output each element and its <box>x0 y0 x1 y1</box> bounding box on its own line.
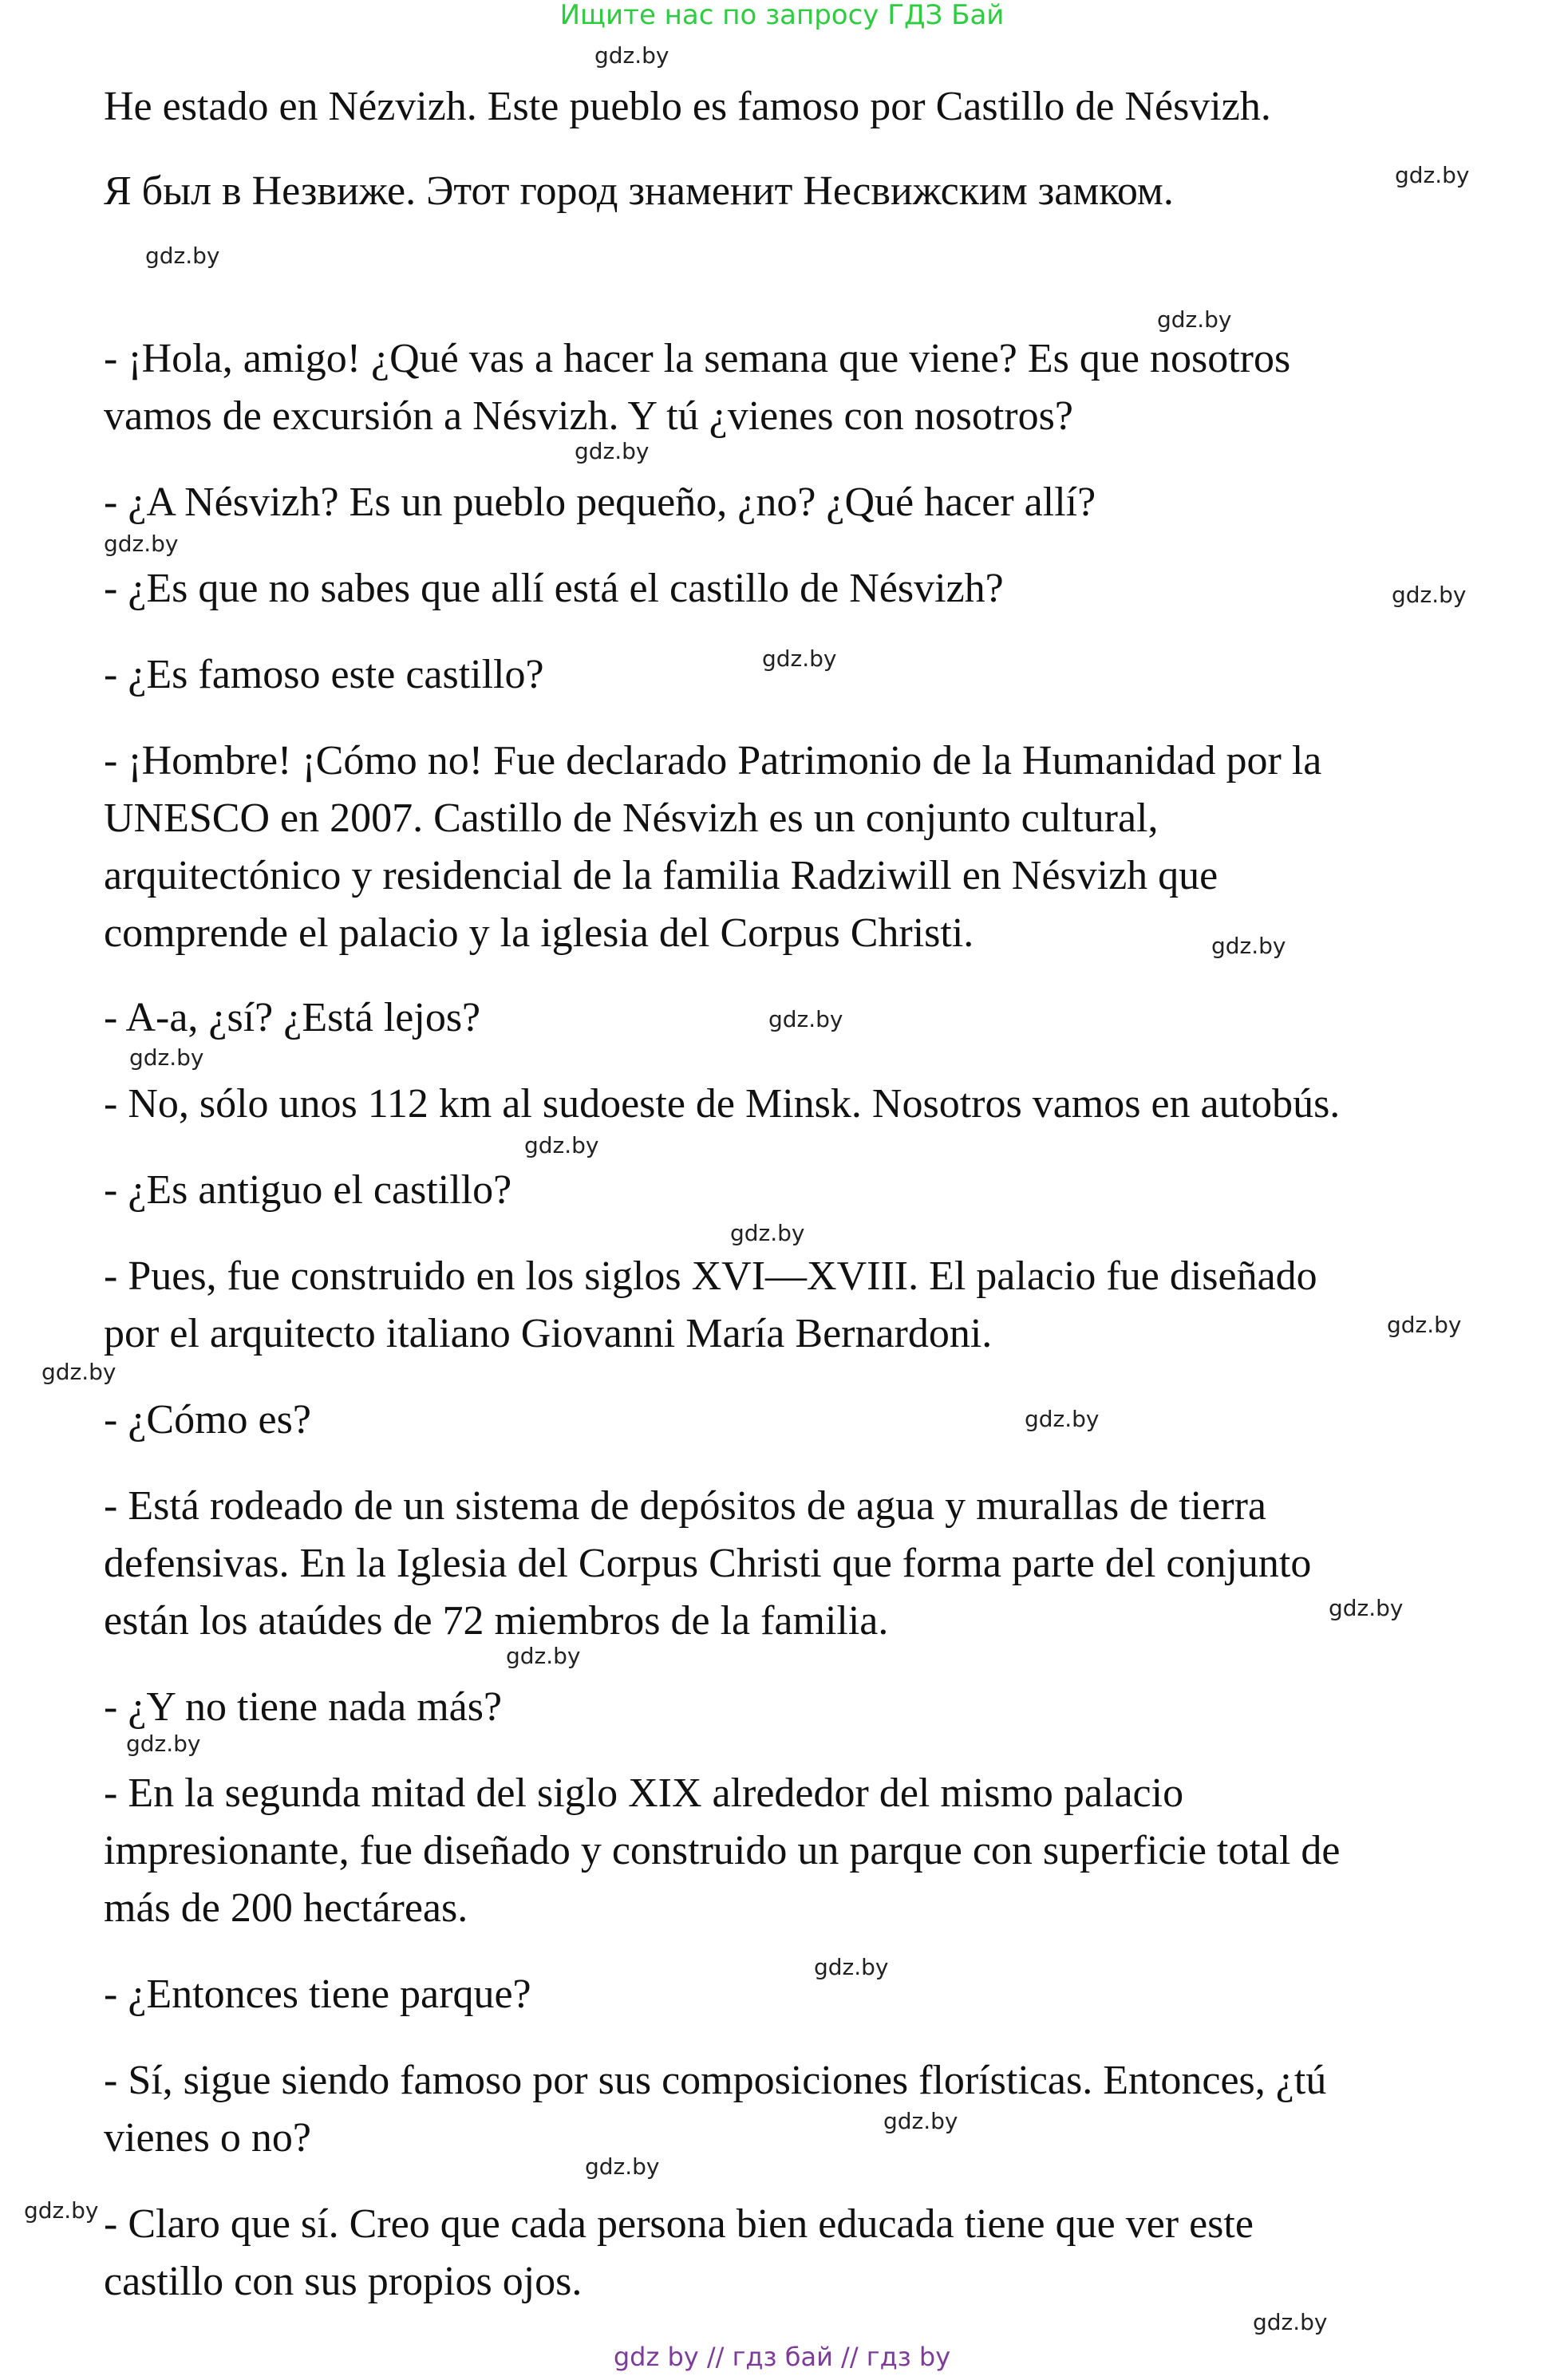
watermark: gdz.by <box>575 438 650 464</box>
text-line: - ¡Hola, amigo! ¿Qué vas a hacer la semana que viene? Es que nosotros <box>104 336 1291 381</box>
watermark: gdz.by <box>126 1731 201 1757</box>
dialogue-line-15 <box>104 2052 1508 2167</box>
intro-spanish <box>104 78 1508 136</box>
text-line: - ¿Cómo es? <box>104 1397 311 1443</box>
text-line: castillo con sus propios ojos. <box>104 2259 583 2304</box>
dialogue-line-7 <box>104 1076 1508 1133</box>
text-line: - ¿Es que no sabes que allí está el castillo de Nésvizh? <box>104 566 1004 611</box>
dialogue-line-8 <box>104 1162 1508 1219</box>
watermark: gdz.by <box>762 645 837 672</box>
watermark: gdz.by <box>506 1643 581 1669</box>
text-line: - ¿Es famoso este castillo? <box>104 652 544 697</box>
dialogue-line-16 <box>104 2196 1508 2311</box>
text-line: comprende el palacio y la iglesia del Corpus Christi. <box>104 910 974 956</box>
text-line: - ¡Hombre! ¡Cómo no! Fue declarado Patrimonio de la Humanidad por la <box>104 738 1322 783</box>
dialogue-line-10 <box>104 1391 1508 1449</box>
watermark: gdz.by <box>585 2153 660 2180</box>
watermark: gdz.by <box>883 2108 958 2134</box>
dialogue-line-2 <box>104 474 1508 531</box>
watermark: gdz.by <box>1387 1312 1462 1338</box>
watermark: gdz.by <box>1211 933 1286 959</box>
dialogue-line-3 <box>104 560 1508 618</box>
text-line: - Sí, sigue siendo famoso por sus composiciones florísticas. Entonces, ¿tú <box>104 2058 1327 2103</box>
watermark: gdz.by <box>768 1006 843 1032</box>
watermark: gdz.by <box>145 243 220 269</box>
dialogue-line-12 <box>104 1679 1508 1736</box>
text-line: - A-a, ¿sí? ¿Está lejos? <box>104 995 481 1040</box>
watermark: gdz.by <box>129 1044 204 1071</box>
watermark: gdz.by <box>1253 2309 1328 2335</box>
footer-banner: gdz by // гдз бай // гдз by <box>613 2342 951 2372</box>
text-line: - ¿Y no tiene nada más? <box>104 1684 503 1730</box>
text-line: vienes o no? <box>104 2115 311 2161</box>
text-line: defensivas. En la Iglesia del Corpus Christi que forma parte del conjunto <box>104 1541 1312 1586</box>
text-line: arquitectónico y residencial de la familia Radziwill en Nésvizh que <box>104 853 1218 898</box>
text-line: más de 200 hectáreas. <box>104 1885 468 1931</box>
text-line: - Está rodeado de un sistema de depósitos de agua y murallas de tierra <box>104 1483 1266 1529</box>
dialogue-line-1 <box>104 330 1508 445</box>
dialogue-line-11 <box>104 1478 1508 1650</box>
text-line: - En la segunda mitad del siglo XIX alrededor del mismo palacio <box>104 1770 1184 1816</box>
text-line: - Claro que sí. Creo que cada persona bien educada tiene que ver este <box>104 2201 1254 2247</box>
text-line: - ¿A Nésvizh? Es un pueblo pequeño, ¿no? ¿Qué hacer allí? <box>104 480 1096 525</box>
text-line: - ¿Es antiguo el castillo? <box>104 1167 512 1213</box>
watermark: gdz.by <box>594 42 669 69</box>
watermark: gdz.by <box>1395 162 1470 188</box>
watermark: gdz.by <box>1392 582 1467 608</box>
dialogue-line-14 <box>104 1966 1508 2023</box>
text-line: por el arquitecto italiano Giovanni María Bernardoni. <box>104 1311 993 1356</box>
text-line: Я был в Незвиже. Этот город знаменит Несвижским замком. <box>104 168 1174 214</box>
dialogue-line-13 <box>104 1765 1508 1937</box>
text-line: UNESCO en 2007. Castillo de Nésvizh es un conjunto cultural, <box>104 795 1159 841</box>
dialogue-line-9 <box>104 1248 1508 1363</box>
watermark: gdz.by <box>104 531 179 557</box>
text-line: - Pues, fue construido en los siglos XVI—XVIII. El palacio fue diseñado <box>104 1253 1317 1299</box>
text-line: impresionante, fue diseñado y construido un parque con superficie total de <box>104 1828 1341 1873</box>
header-banner: Ищите нас по запросу ГДЗ Бай <box>559 0 1005 31</box>
watermark: gdz.by <box>1025 1406 1100 1432</box>
watermark: gdz.by <box>41 1359 117 1385</box>
text-line: están los ataúdes de 72 miembros de la familia. <box>104 1598 889 1644</box>
watermark: gdz.by <box>730 1220 805 1246</box>
text-line: - No, sólo unos 112 km al sudoeste de Minsk. Nosotros vamos en autobús. <box>104 1081 1341 1127</box>
watermark: gdz.by <box>24 2197 99 2224</box>
watermark: gdz.by <box>1329 1595 1404 1621</box>
watermark: gdz.by <box>524 1132 599 1158</box>
intro-russian <box>104 163 1508 220</box>
text-line: vamos de excursión a Nésvizh. Y tú ¿vienes con nosotros? <box>104 393 1073 439</box>
dialogue-line-5 <box>104 732 1508 962</box>
text-line: - ¿Entonces tiene parque? <box>104 1971 531 2017</box>
watermark: gdz.by <box>1157 306 1232 333</box>
watermark: gdz.by <box>814 1954 889 1980</box>
text-line: He estado en Nézvizh. Este pueblo es famoso por Castillo de Nésvizh. <box>104 84 1271 129</box>
